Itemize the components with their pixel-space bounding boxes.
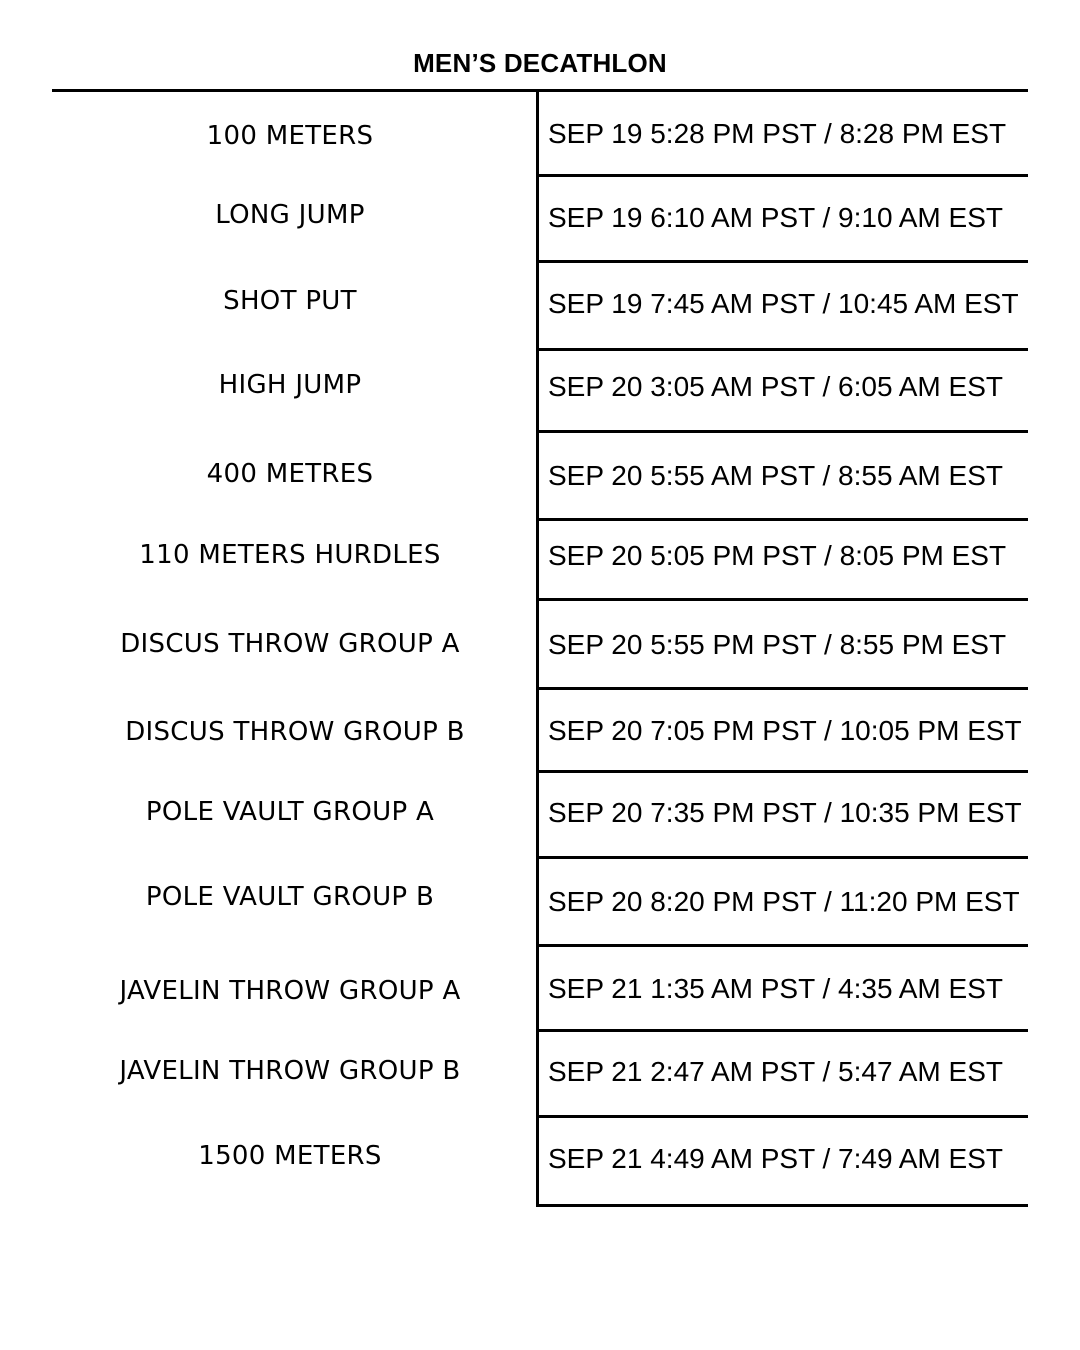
table-row [0, 1118, 1080, 1207]
table-row [0, 773, 1080, 859]
event-time: SEP 21 4:49 AM PST / 7:49 AM EST [548, 1143, 1003, 1174]
event-time: SEP 20 5:55 PM PST / 8:55 PM EST [548, 629, 1007, 660]
event-name: JAVELIN THROW GROUP B [119, 1056, 461, 1086]
table-row [0, 947, 1080, 1032]
event-name: LONG JUMP [215, 200, 365, 230]
table-row [0, 91, 1080, 177]
event-name: SHOT PUT [223, 286, 357, 316]
event-name: 100 METERS [206, 121, 374, 151]
event-name: 110 METERS HURDLES [139, 540, 441, 570]
table-row [0, 690, 1080, 773]
event-time: SEP 19 5:28 PM PST / 8:28 PM EST [548, 118, 1007, 149]
event-name: POLE VAULT GROUP B [145, 882, 435, 912]
table-row [0, 521, 1080, 601]
event-time: SEP 20 7:35 PM PST / 10:35 PM EST [548, 797, 1022, 828]
event-name: DISCUS THROW GROUP A [120, 629, 460, 659]
row-divider [536, 1204, 1028, 1207]
table-row [0, 177, 1080, 263]
event-name: 400 METRES [206, 459, 374, 489]
event-time: SEP 19 6:10 AM PST / 9:10 AM EST [548, 202, 1003, 233]
event-time: SEP 19 7:45 AM PST / 10:45 AM EST [548, 288, 1019, 319]
event-time: SEP 20 3:05 AM PST / 6:05 AM EST [548, 371, 1003, 402]
schedule-table [0, 91, 1080, 1207]
event-time: SEP 21 1:35 AM PST / 4:35 AM EST [548, 973, 1003, 1004]
table-row [0, 433, 1080, 521]
page-title: MEN’S DECATHLON [413, 48, 667, 78]
event-name: DISCUS THROW GROUP B [125, 717, 465, 747]
event-name: 1500 METERS [198, 1141, 382, 1171]
table-row [0, 601, 1080, 690]
event-name: HIGH JUMP [218, 370, 362, 400]
event-time: SEP 20 8:20 PM PST / 11:20 PM EST [548, 886, 1020, 917]
table-row [0, 859, 1080, 947]
table-row [0, 263, 1080, 351]
event-name: POLE VAULT GROUP A [145, 797, 435, 827]
event-time: SEP 20 7:05 PM PST / 10:05 PM EST [548, 715, 1022, 746]
event-time: SEP 21 2:47 AM PST / 5:47 AM EST [548, 1056, 1003, 1087]
event-time: SEP 20 5:05 PM PST / 8:05 PM EST [548, 540, 1007, 571]
table-row [0, 351, 1080, 433]
event-name: JAVELIN THROW GROUP A [119, 976, 461, 1006]
table-row [0, 1032, 1080, 1118]
event-time: SEP 20 5:55 AM PST / 8:55 AM EST [548, 460, 1003, 491]
